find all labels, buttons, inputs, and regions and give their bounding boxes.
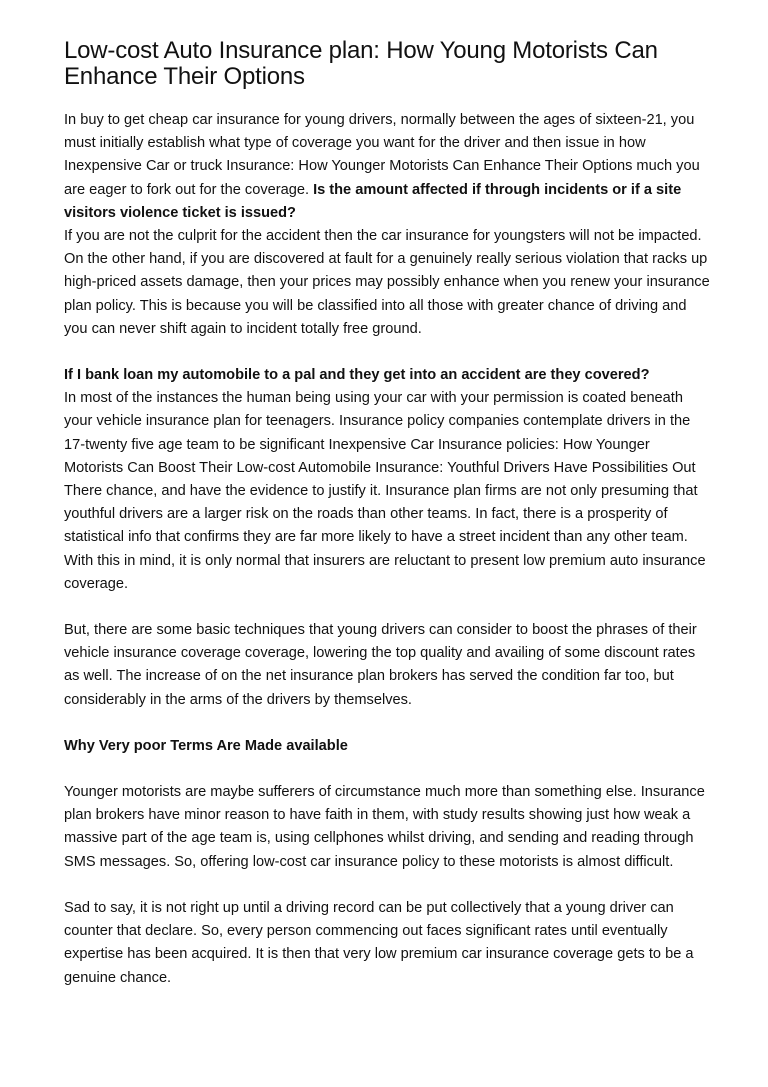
spacer bbox=[64, 712, 710, 735]
paragraph-intro-bold-question: Is the amount affected if through incidents or if a site visitors violence ticket is issued? bbox=[64, 181, 682, 221]
paragraph-techniques: But, there are some basic techniques that young drivers can consider to boost the phrases of their vehicle insurance coverage coverage, lowering the top quality and availing of some discount rates as well. The increase of on the net insurance plan brokers has served the condition far too, but considerably in the arms of the drivers by themselves. bbox=[64, 622, 697, 708]
spacer bbox=[64, 758, 710, 781]
spacer bbox=[64, 341, 710, 364]
spacer bbox=[64, 596, 710, 619]
paragraph-driving-record: Sad to say, it is not right up until a driving record can be put collectively that a young driver can counter that declare. So, every person commencing out faces significant rates until eventually expertise has been acquired. It is then that very low premium car insurance coverage gets to be a genuine chance. bbox=[64, 899, 694, 986]
spacer bbox=[64, 874, 710, 897]
paragraph-fault: If you are not the culprit for the accident then the car insurance for youngsters will not be impacted. On the other hand, if you are discovered at fault for a genuinely really serious violation that racks up high-priced assets damage, then your prices may possibly enhance when you renew your insurance plan policy. This is because you will be classified into all those with greater chance of driving and you can never shift again to incident totally free ground. bbox=[64, 228, 710, 337]
paragraph-younger-motorists: Younger motorists are maybe sufferers of circumstance much more than something else. Insurance plan brokers have minor reason to have faith in them, with study results showing just how weak a massive part of the age team is, using cellphones whilst driving, and sending and reading through SMS messages. So, offering low-cost car insurance policy to these motorists is almost difficult. bbox=[64, 784, 705, 870]
paragraph-loan: In most of the instances the human being using your car with your permission is coated beneath your vehicle insurance plan for teenagers. Insurance policy companies contemplate drivers in the 17-twenty five age team to be significant Inexpensive Car Insurance policies: How Younger Motorists Can Boost Their Low-cost Automobile Insurance: Youthful Drivers Have Possibilities Out There chance, and have the evidence to justify it. Insurance plan firms are not only presuming that youthful drivers are a larger risk on the roads than other teams. In fact, there is a prosperity of statistical info that confirms they are far more likely to have a street incident than any other team. With this in mind, it is only normal that insurers are reluctant to present low premium auto insurance coverage. bbox=[64, 390, 706, 592]
section-heading-loan: If I bank loan my automobile to a pal and they get into an accident are they covered? bbox=[64, 367, 650, 384]
page-title: Low-cost Auto Insurance plan: How Young Motorists Can Enhance Their Options bbox=[64, 37, 658, 90]
paragraph-intro-text: In buy to get cheap car insurance for young drivers, normally between the ages of sixteen-21, you must initially establish what type of coverage you want for the driver and then issue in how Inexpensive Car or truck Insurance: How Younger Motorists Can Enhance Their Options much you are eager to fork out for the coverage. bbox=[64, 112, 700, 198]
paragraph-intro bbox=[64, 109, 710, 225]
section-heading-poor-terms: Why Very poor Terms Are Made available bbox=[64, 737, 348, 754]
